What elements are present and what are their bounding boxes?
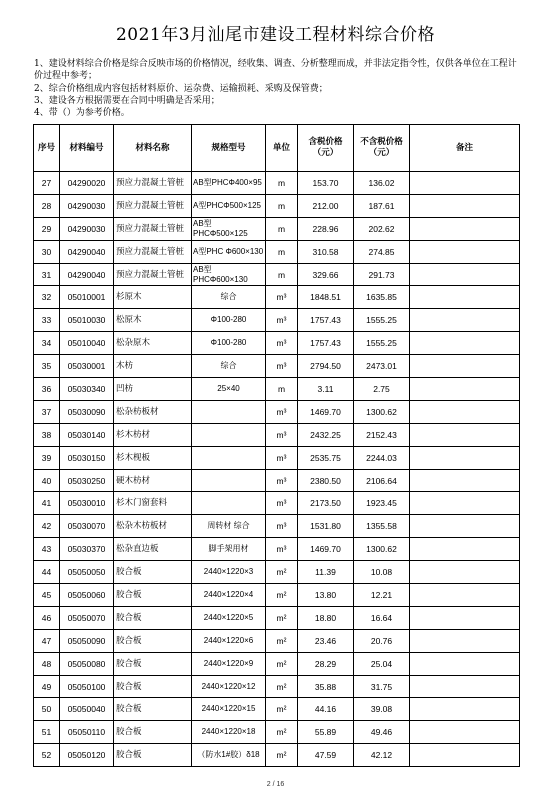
cell-spec: 2440×1220×4 [192,584,266,607]
cell-name: 凹枋 [114,378,192,401]
cell-spec [192,492,266,515]
cell-spec: Φ100-280 [192,309,266,332]
header-price: 含税价格（元） [298,125,354,172]
cell-unit: m³ [266,469,298,492]
table-row [34,240,520,263]
cell-price: 1469.70 [298,538,354,561]
cell-unit: m³ [266,515,298,538]
cell-price-ex: 1555.25 [354,309,410,332]
cell-unit: m² [266,698,298,721]
cell-name: 硬木枋材 [114,469,192,492]
cell-name: 预应力混凝土管桩 [114,172,192,195]
cell-spec: 2440×1220×15 [192,698,266,721]
cell-no: 46 [34,606,60,629]
cell-name: 胶合板 [114,629,192,652]
cell-remark [410,194,520,217]
cell-price-ex: 2152.43 [354,423,410,446]
cell-remark [410,378,520,401]
table-row [34,172,520,195]
cell-remark [410,309,520,332]
cell-name: 木枋 [114,355,192,378]
cell-unit: m³ [266,332,298,355]
cell-code: 05030370 [60,538,114,561]
cell-spec: 2440×1220×9 [192,652,266,675]
cell-no: 50 [34,698,60,721]
table-row [34,469,520,492]
cell-price-ex: 2473.01 [354,355,410,378]
cell-price-ex: 42.12 [354,744,410,767]
cell-no: 45 [34,584,60,607]
cell-no: 49 [34,675,60,698]
cell-remark [410,492,520,515]
cell-name: 胶合板 [114,744,192,767]
cell-name: 胶合板 [114,606,192,629]
cell-code: 05050060 [60,584,114,607]
table-row [34,721,520,744]
cell-price-ex: 291.73 [354,263,410,286]
cell-no: 39 [34,446,60,469]
cell-price: 11.39 [298,561,354,584]
header-unit: 单位 [266,125,298,172]
cell-unit: m² [266,629,298,652]
note-3: 3、建设各方根据需要在合同中明确是否采用； [34,95,220,106]
cell-price: 35.88 [298,675,354,698]
cell-unit: m² [266,606,298,629]
cell-price-ex: 2244.03 [354,446,410,469]
cell-unit: m³ [266,423,298,446]
cell-name: 松杂木枋板材 [114,515,192,538]
cell-price: 2535.75 [298,446,354,469]
cell-price-ex: 1300.62 [354,538,410,561]
cell-spec: 综合 [192,286,266,309]
cell-code: 05050080 [60,652,114,675]
cell-price: 153.70 [298,172,354,195]
cell-name: 松杂原木 [114,332,192,355]
cell-no: 42 [34,515,60,538]
table-body [34,172,520,767]
cell-no: 33 [34,309,60,332]
cell-price-ex: 12.21 [354,584,410,607]
cell-name: 胶合板 [114,584,192,607]
cell-remark [410,675,520,698]
cell-code: 05030010 [60,492,114,515]
cell-code: 05030250 [60,469,114,492]
cell-unit: m [266,217,298,240]
cell-spec: 综合 [192,355,266,378]
page-title: 2021年3月汕尾市建设工程材料综合价格 [115,25,436,45]
cell-price: 1469.70 [298,400,354,423]
cell-price: 13.80 [298,584,354,607]
cell-no: 29 [34,217,60,240]
cell-remark [410,606,520,629]
table-row [34,606,520,629]
cell-no: 52 [34,744,60,767]
table-row [34,400,520,423]
cell-unit: m³ [266,355,298,378]
cell-no: 38 [34,423,60,446]
cell-remark [410,561,520,584]
cell-price-ex: 16.64 [354,606,410,629]
cell-code: 04290030 [60,194,114,217]
header-remark: 备注 [410,125,520,172]
cell-price-ex: 202.62 [354,217,410,240]
cell-remark [410,240,520,263]
cell-spec [192,446,266,469]
cell-price-ex: 136.02 [354,172,410,195]
cell-price: 23.46 [298,629,354,652]
cell-price: 47.59 [298,744,354,767]
cell-price-ex: 20.76 [354,629,410,652]
cell-price: 2173.50 [298,492,354,515]
cell-spec: A型PHC Φ600×130 [192,240,266,263]
cell-unit: m [266,172,298,195]
cell-remark [410,538,520,561]
cell-unit: m³ [266,309,298,332]
table-row [34,263,520,286]
table-row [34,355,520,378]
cell-price: 228.96 [298,217,354,240]
cell-code: 05010040 [60,332,114,355]
cell-code: 05050040 [60,698,114,721]
cell-no: 35 [34,355,60,378]
cell-remark [410,355,520,378]
cell-remark [410,286,520,309]
table-row [34,698,520,721]
note-1: 1、建设材料综合价格是综合反映市场的价格情况，经收集、调查、分析整理而成，并非法定指令性，仅供各单位在工程计价过程中参考； [34,59,517,82]
cell-unit: m [266,240,298,263]
cell-no: 40 [34,469,60,492]
cell-code: 05010030 [60,309,114,332]
cell-unit: m³ [266,538,298,561]
cell-spec: A型PHCΦ500×125 [192,194,266,217]
table-row [34,423,520,446]
cell-no: 43 [34,538,60,561]
cell-spec: AB型PHCΦ400×95 [192,172,266,195]
cell-price: 329.66 [298,263,354,286]
cell-spec: （防水1#胶）δ18 [192,744,266,767]
cell-code: 05030070 [60,515,114,538]
cell-unit: m² [266,744,298,767]
header-code: 材料编号 [60,125,114,172]
cell-code: 05030001 [60,355,114,378]
table-header-row [34,125,520,172]
cell-price: 1757.43 [298,332,354,355]
cell-remark [410,263,520,286]
cell-spec: AB型PHCΦ500×125 [192,217,266,240]
cell-unit: m [266,263,298,286]
cell-code: 05050110 [60,721,114,744]
cell-unit: m [266,378,298,401]
cell-name: 胶合板 [114,652,192,675]
cell-remark [410,584,520,607]
table-row [34,217,520,240]
cell-name: 松原木 [114,309,192,332]
cell-code: 05050050 [60,561,114,584]
table-row [34,194,520,217]
cell-unit: m³ [266,400,298,423]
cell-price-ex: 1555.25 [354,332,410,355]
cell-code: 05030090 [60,400,114,423]
cell-spec: 25×40 [192,378,266,401]
cell-spec [192,469,266,492]
cell-price-ex: 39.08 [354,698,410,721]
cell-spec: 2440×1220×18 [192,721,266,744]
cell-unit: m² [266,584,298,607]
cell-remark [410,721,520,744]
cell-no: 37 [34,400,60,423]
cell-price: 28.29 [298,652,354,675]
cell-code: 05030150 [60,446,114,469]
cell-no: 28 [34,194,60,217]
cell-remark [410,446,520,469]
cell-spec: 2440×1220×5 [192,606,266,629]
cell-no: 30 [34,240,60,263]
cell-code: 05050070 [60,606,114,629]
cell-price-ex: 1635.85 [354,286,410,309]
table-row [34,675,520,698]
cell-no: 32 [34,286,60,309]
cell-remark [410,698,520,721]
cell-price-ex: 25.04 [354,652,410,675]
cell-price: 1757.43 [298,309,354,332]
cell-price: 2380.50 [298,469,354,492]
cell-remark [410,629,520,652]
cell-spec: 2440×1220×6 [192,629,266,652]
cell-price: 310.58 [298,240,354,263]
table-row [34,629,520,652]
cell-price-ex: 1355.58 [354,515,410,538]
cell-price-ex: 2.75 [354,378,410,401]
cell-spec: 2440×1220×12 [192,675,266,698]
cell-code: 04290040 [60,263,114,286]
cell-spec [192,423,266,446]
cell-spec: 2440×1220×3 [192,561,266,584]
table-row [34,584,520,607]
cell-price: 3.11 [298,378,354,401]
cell-name: 预应力混凝土管桩 [114,194,192,217]
cell-unit: m² [266,652,298,675]
cell-name: 胶合板 [114,675,192,698]
table-row [34,309,520,332]
header-spec: 规格型号 [192,125,266,172]
cell-price: 18.80 [298,606,354,629]
cell-price: 1848.51 [298,286,354,309]
cell-unit: m² [266,721,298,744]
cell-name: 预应力混凝土管桩 [114,263,192,286]
table-row [34,332,520,355]
cell-unit: m³ [266,286,298,309]
page-number: 2 / 16 [266,781,285,788]
header-name: 材料名称 [114,125,192,172]
cell-no: 44 [34,561,60,584]
cell-price: 1531.80 [298,515,354,538]
cell-name: 杉木枋材 [114,423,192,446]
cell-code: 05030140 [60,423,114,446]
cell-price-ex: 31.75 [354,675,410,698]
cell-spec: AB型PHCΦ600×130 [192,263,266,286]
table-row [34,515,520,538]
cell-name: 胶合板 [114,721,192,744]
cell-code: 05050100 [60,675,114,698]
cell-name: 胶合板 [114,561,192,584]
table-row [34,378,520,401]
cell-name: 杉木门窗套料 [114,492,192,515]
cell-price: 2432.25 [298,423,354,446]
cell-name: 预应力混凝土管桩 [114,240,192,263]
cell-no: 47 [34,629,60,652]
cell-no: 51 [34,721,60,744]
header-no: 序号 [34,125,60,172]
cell-no: 34 [34,332,60,355]
cell-code: 04290040 [60,240,114,263]
cell-remark [410,400,520,423]
cell-spec: 周转材 综合 [192,515,266,538]
cell-unit: m³ [266,492,298,515]
cell-no: 36 [34,378,60,401]
note-2: 2、综合价格组成内容包括材料原价、运杂费、运输损耗、采购及保管费； [34,83,328,94]
cell-price-ex: 2106.64 [354,469,410,492]
cell-code: 05050090 [60,629,114,652]
notes [34,58,524,119]
note-4: 4、带（）为参考价格。 [34,108,130,119]
table-row [34,652,520,675]
cell-unit: m [266,194,298,217]
cell-price-ex: 274.85 [354,240,410,263]
cell-price-ex: 1300.62 [354,400,410,423]
cell-code: 05010001 [60,286,114,309]
cell-code: 05050120 [60,744,114,767]
cell-price: 55.89 [298,721,354,744]
table-row [34,561,520,584]
cell-spec: Φ100-280 [192,332,266,355]
table-row [34,538,520,561]
cell-name: 胶合板 [114,698,192,721]
cell-remark [410,172,520,195]
cell-remark [410,217,520,240]
cell-code: 05030340 [60,378,114,401]
cell-price: 2794.50 [298,355,354,378]
cell-no: 48 [34,652,60,675]
cell-price-ex: 49.46 [354,721,410,744]
cell-unit: m² [266,561,298,584]
cell-remark [410,469,520,492]
cell-spec: 脚手架用材 [192,538,266,561]
price-table [33,124,520,767]
cell-no: 41 [34,492,60,515]
cell-price: 44.16 [298,698,354,721]
cell-spec [192,400,266,423]
table-row [34,286,520,309]
cell-price: 212.00 [298,194,354,217]
cell-price-ex: 10.08 [354,561,410,584]
cell-remark [410,332,520,355]
table-row [34,446,520,469]
cell-no: 31 [34,263,60,286]
cell-name: 杉原木 [114,286,192,309]
cell-remark [410,515,520,538]
cell-name: 预应力混凝土管桩 [114,217,192,240]
cell-code: 04290020 [60,172,114,195]
cell-name: 松杂枋板材 [114,400,192,423]
cell-price-ex: 1923.45 [354,492,410,515]
cell-remark [410,744,520,767]
cell-price-ex: 187.61 [354,194,410,217]
header-price-ex: 不含税价格（元） [354,125,410,172]
cell-remark [410,652,520,675]
cell-code: 04290030 [60,217,114,240]
cell-unit: m² [266,675,298,698]
cell-remark [410,423,520,446]
cell-no: 27 [34,172,60,195]
cell-name: 杉木枧板 [114,446,192,469]
table-row [34,492,520,515]
table-row [34,744,520,767]
cell-unit: m³ [266,446,298,469]
cell-name: 松杂直边板 [114,538,192,561]
